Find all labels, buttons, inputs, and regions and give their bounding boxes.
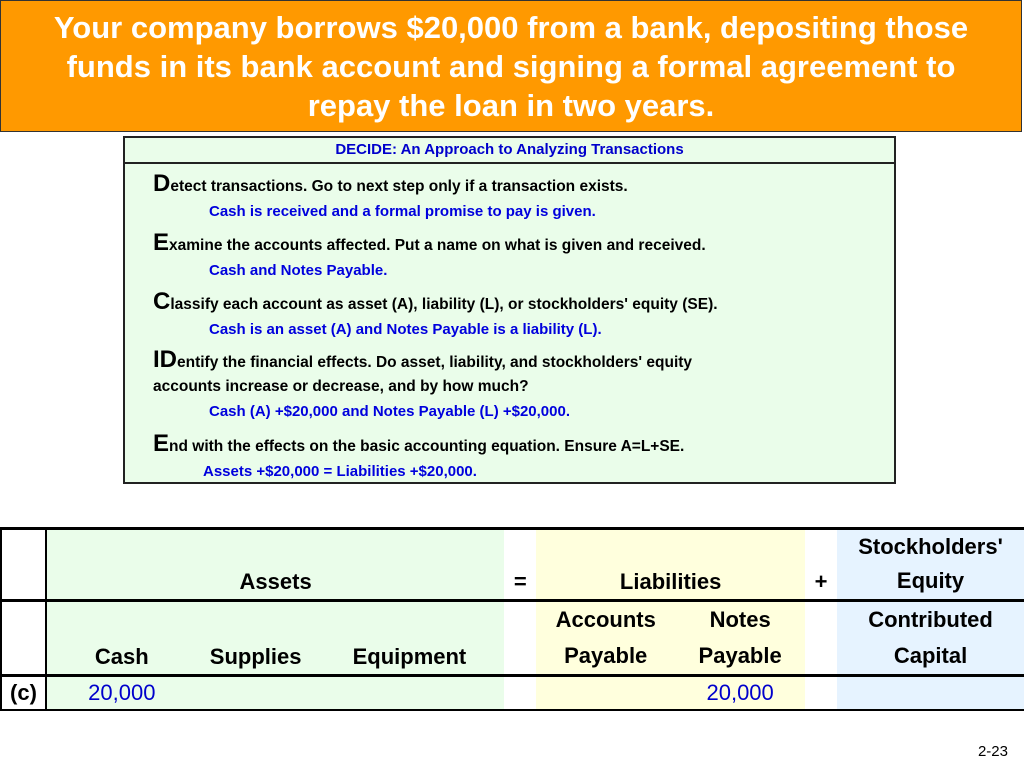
- step-examine: [153, 229, 706, 257]
- equals-sign: =: [504, 529, 536, 601]
- plus-row-spacer: [805, 676, 837, 710]
- step-cap: D: [153, 170, 171, 197]
- step-text: etect transactions. Go to next step only if a transaction exists.: [170, 178, 628, 195]
- step-text: lassify each account as asset (A), liability (L), or stockholders' equity (SE).: [170, 296, 718, 313]
- decide-box: [123, 136, 896, 484]
- contributed-capital-value: [837, 676, 1024, 710]
- step-cap: ID: [153, 346, 177, 373]
- col-contributed-capital: Contributed Capital: [837, 601, 1024, 676]
- equals-row-spacer: [504, 676, 536, 710]
- accounts-payable-value: [536, 676, 675, 710]
- step-cap: E: [153, 229, 170, 256]
- assets-header: Assets: [46, 529, 504, 601]
- supplies-value: [197, 676, 315, 710]
- col-notes-payable: Notes Payable: [675, 601, 805, 676]
- step-text: nd with the effects on the basic accounting equation. Ensure A=L+SE.: [169, 438, 685, 455]
- step-text: entify the financial effects. Do asset, liability, and stockholders' equity: [177, 354, 693, 371]
- step-examine-answer: Cash and Notes Payable.: [209, 262, 388, 279]
- step-detect: [153, 170, 628, 198]
- step-identify: [153, 346, 692, 374]
- accounting-equation-table: [0, 527, 1024, 711]
- col-cash: Cash: [46, 601, 197, 676]
- col-supplies: Supplies: [197, 601, 315, 676]
- liabilities-header: Liabilities: [536, 529, 805, 601]
- stockholders-equity-header: Stockholders' Equity: [837, 529, 1024, 601]
- step-detect-answer: Cash is received and a formal promise to pay is given.: [209, 203, 596, 220]
- slide-title-box: [0, 0, 1022, 132]
- label-column-header: [1, 529, 46, 601]
- plus-sign: +: [805, 529, 837, 601]
- decide-header: DECIDE: An Approach to Analyzing Transactions: [125, 138, 894, 164]
- plus-spacer: [805, 601, 837, 676]
- notes-payable-value: 20,000: [675, 676, 805, 710]
- step-identify-line2: accounts increase or decrease, and by how much?: [153, 378, 529, 395]
- row-label: (c): [1, 676, 46, 710]
- step-classify-answer: Cash is an asset (A) and Notes Payable is a liability (L).: [209, 321, 602, 338]
- col-equipment: Equipment: [315, 601, 505, 676]
- step-cap: C: [153, 288, 171, 315]
- step-text: xamine the accounts affected. Put a name on what is given and received.: [169, 237, 706, 254]
- equipment-value: [315, 676, 505, 710]
- cash-value: 20,000: [46, 676, 197, 710]
- label-column-subheader: [1, 601, 46, 676]
- col-accounts-payable: Accounts Payable: [536, 601, 675, 676]
- step-end: [153, 430, 684, 458]
- equals-spacer: [504, 601, 536, 676]
- step-cap: E: [153, 430, 170, 457]
- slide-title: Your company borrows $20,000 from a bank, depositing those funds in its bank account and signing a formal agreement to repay the loan in two years.: [53, 9, 969, 123]
- step-classify: [153, 288, 718, 316]
- step-end-answer: Assets +$20,000 = Liabilities +$20,000.: [203, 463, 477, 480]
- slide-number: 2-23: [977, 743, 1008, 760]
- step-identify-answer: Cash (A) +$20,000 and Notes Payable (L) +$20,000.: [209, 403, 571, 420]
